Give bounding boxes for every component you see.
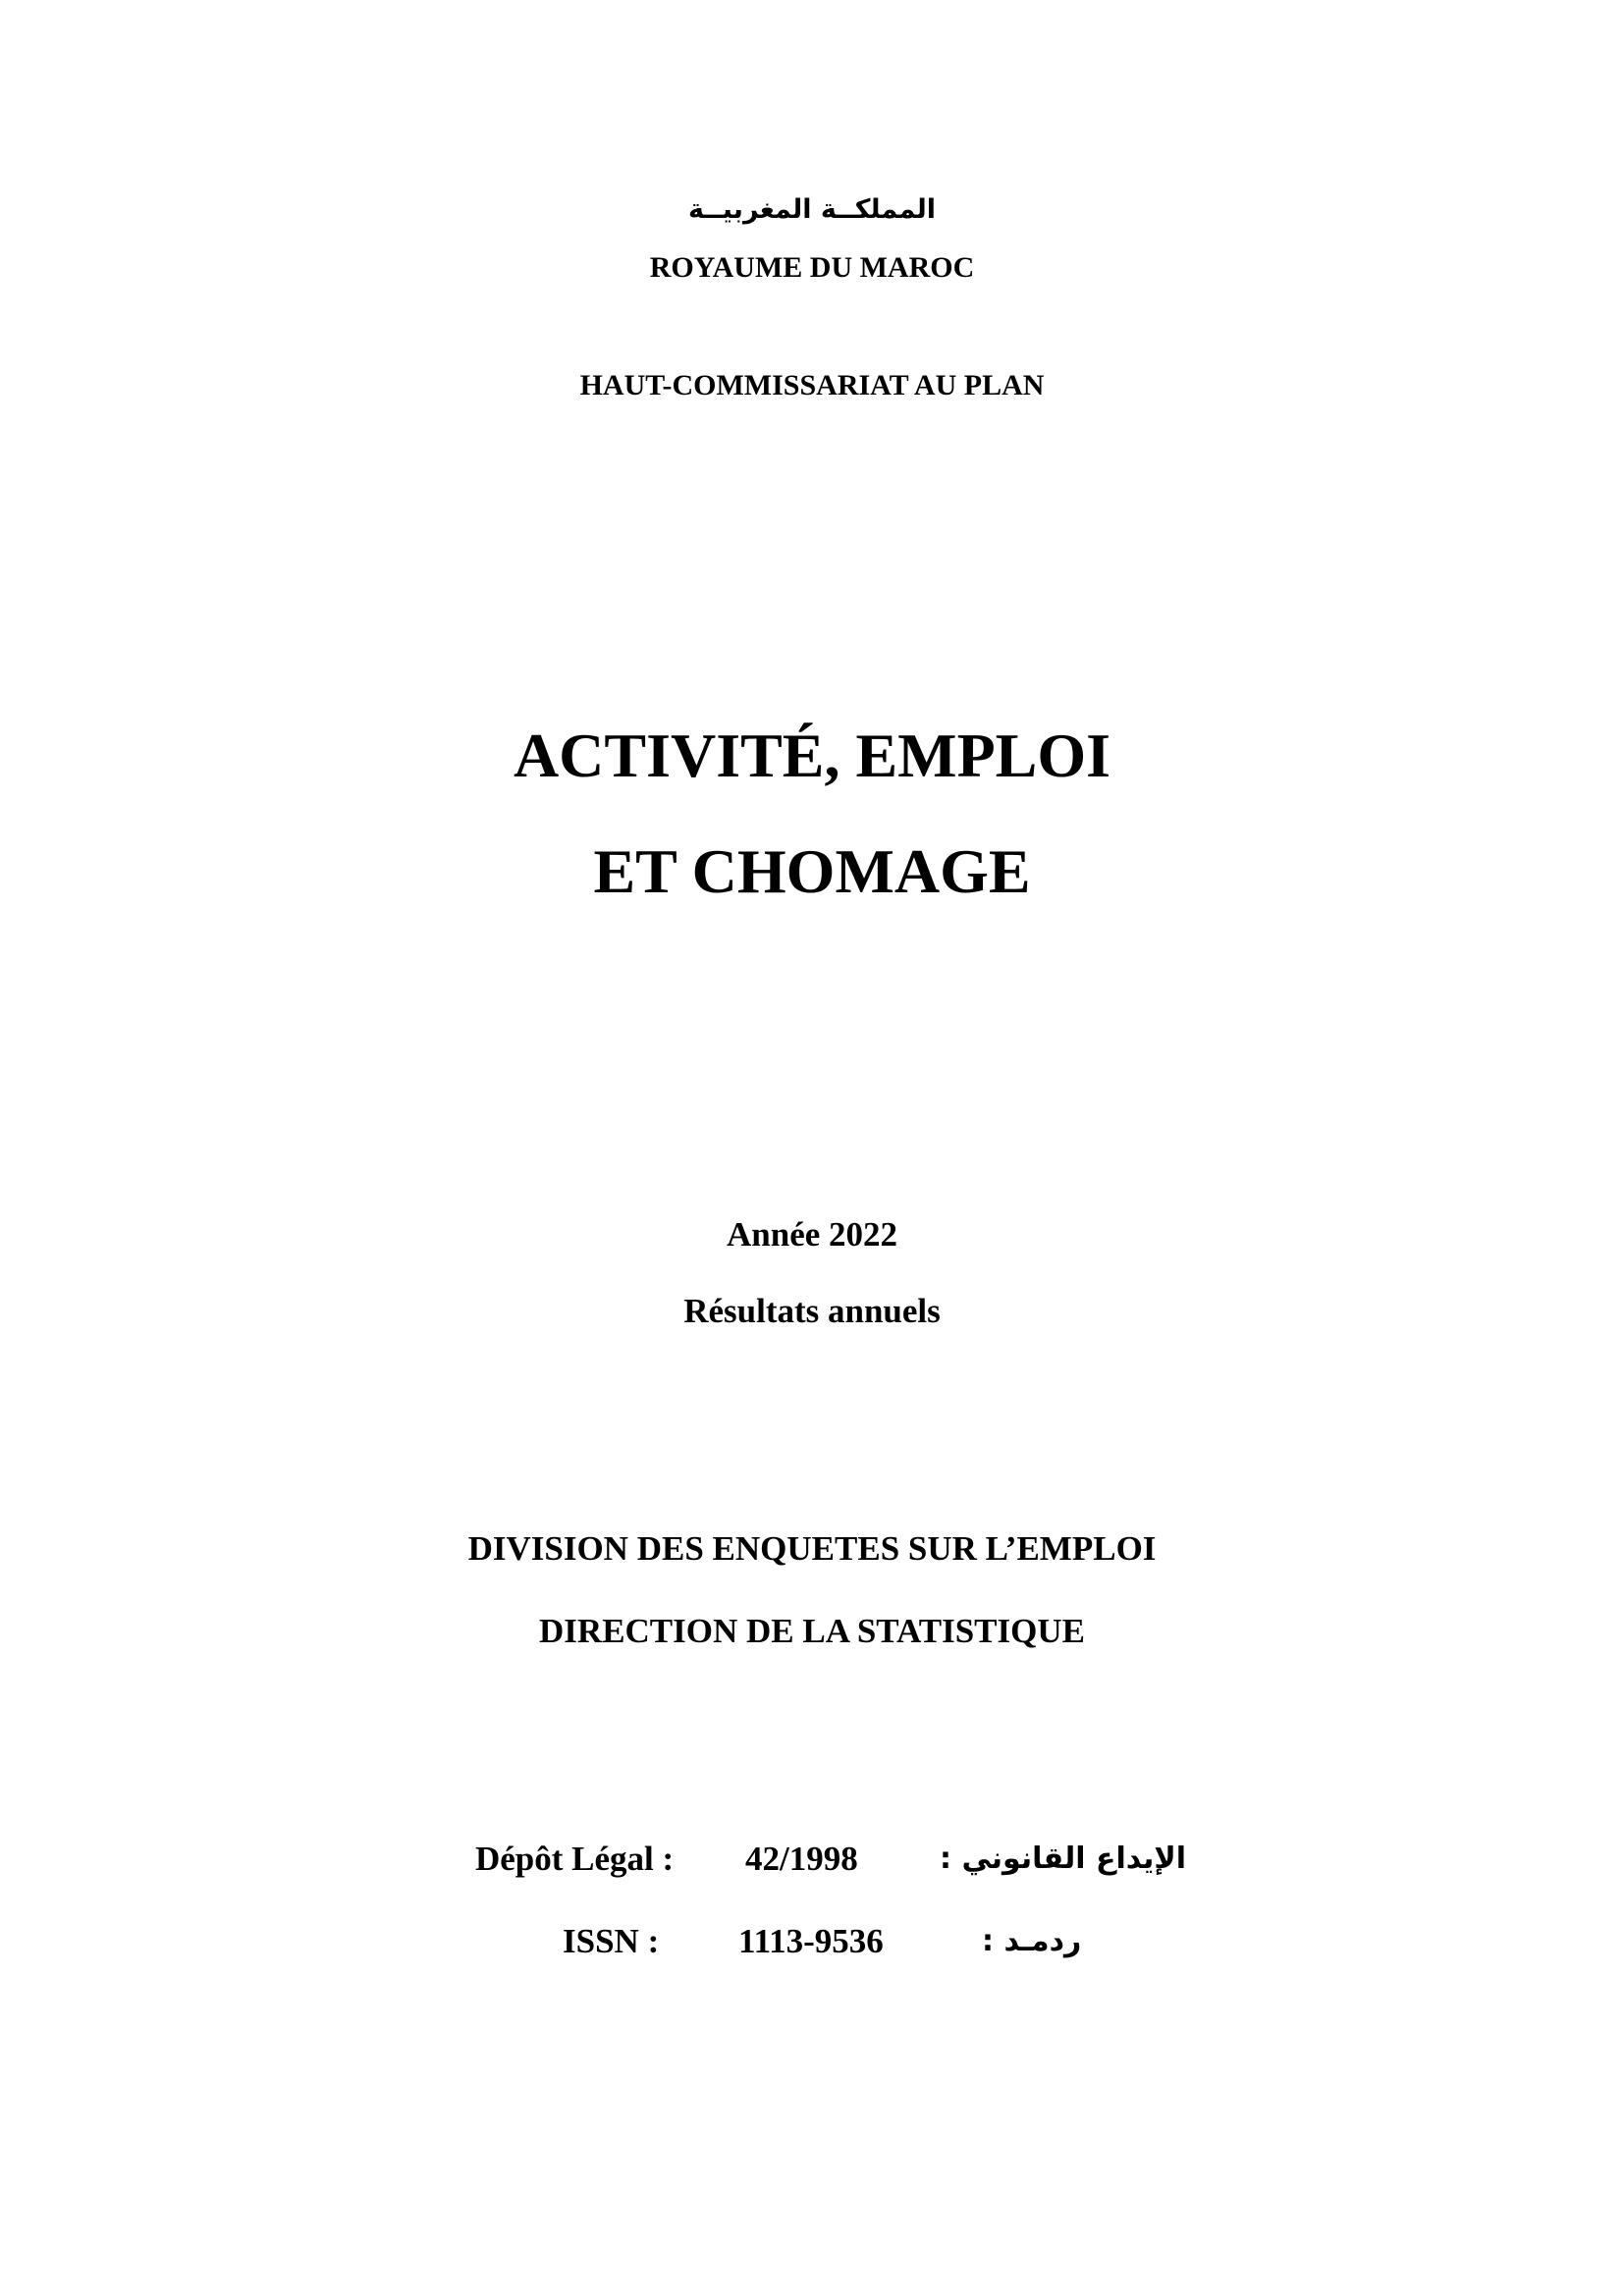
issn-value: 1113-9536 [738, 1922, 884, 1960]
institution-name: HAUT-COMMISSARIAT AU PLAN [579, 369, 1045, 401]
legal-deposit-label-arabic: الإيداع القانوني : [940, 1842, 1186, 1876]
issn-label-arabic: ردمـد : [982, 1924, 1082, 1958]
division-name: DIVISION DES ENQUETES SUR L’EMPLOI [467, 1529, 1157, 1568]
legal-deposit-value: 42/1998 [745, 1840, 858, 1878]
kingdom-name-french: ROYAUME DU MAROC [649, 251, 975, 284]
edition-year: Année 2022 [726, 1215, 898, 1254]
issn-label: ISSN : [563, 1922, 660, 1960]
direction-name: DIRECTION DE LA STATISTIQUE [539, 1612, 1085, 1650]
legal-deposit-label: Dépôt Légal : [475, 1840, 675, 1878]
document-title-line-1: ACTIVITÉ, EMPLOI [513, 721, 1111, 790]
edition-subtitle: Résultats annuels [683, 1292, 941, 1330]
document-title-line-2: ET CHOMAGE [593, 836, 1031, 906]
kingdom-name-arabic: المملكــة المغربيــة [687, 194, 937, 225]
